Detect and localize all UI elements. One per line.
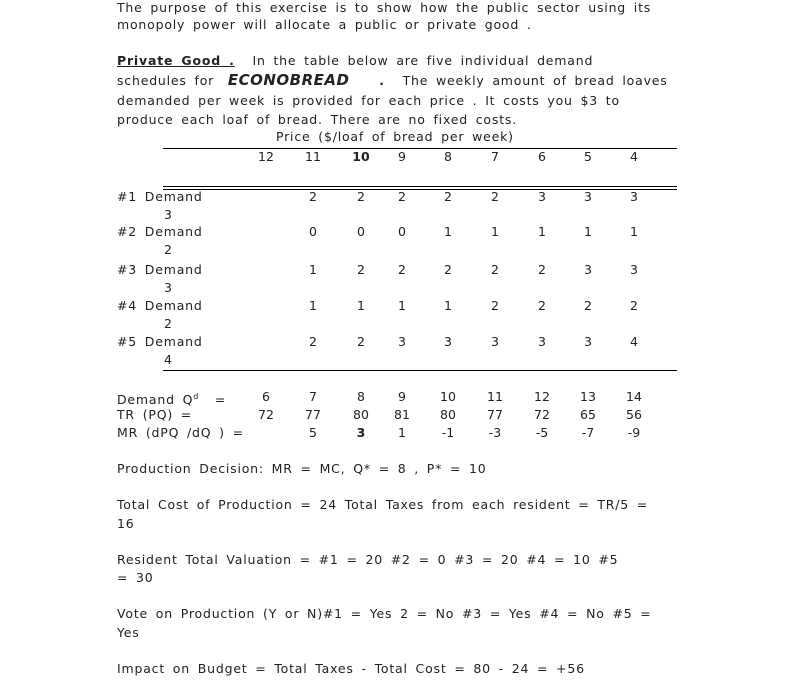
demand-total-cell: 11	[487, 389, 503, 404]
total-cost-line-2: 16	[117, 516, 135, 531]
demand-cell: 3	[491, 334, 499, 349]
demand-cell: 1	[630, 224, 638, 239]
demand-cell: 3	[584, 262, 592, 277]
tr-cell: 77	[487, 407, 503, 422]
private-good-line-1	[117, 53, 593, 68]
demand-cell: 2	[398, 262, 406, 277]
demand-cell: 2	[309, 189, 317, 204]
tr-cell: 65	[580, 407, 596, 422]
demand-cell: 0	[357, 224, 365, 239]
mr-cell: -1	[441, 425, 455, 440]
demand-cell: 2	[309, 334, 317, 349]
tr-cell: 80	[440, 407, 456, 422]
demand-row-label: #2 Demand	[117, 224, 203, 239]
price-header-cell: 7	[491, 149, 499, 164]
demand-total-cell: 6	[262, 389, 270, 404]
demand-cell: 2	[538, 262, 546, 277]
private-good-heading: Private Good .	[117, 53, 235, 68]
demand-row-label: #3 Demand	[117, 262, 203, 277]
mr-cell: -3	[488, 425, 502, 440]
price-header-cell: 8	[444, 149, 452, 164]
demand-cell: 3	[444, 334, 452, 349]
demand-cell: 2	[398, 189, 406, 204]
demand-cell: 0	[398, 224, 406, 239]
mr-label: MR (dPQ /dQ ) =	[117, 425, 244, 440]
demand-total-text: Demand Q	[117, 392, 194, 408]
demand-cell: 1	[491, 224, 499, 239]
demand-row-label: #4 Demand	[117, 298, 203, 313]
demand-cell: 3	[538, 334, 546, 349]
mr-cell: 1	[398, 425, 406, 440]
production-decision: Production Decision: MR = MC, Q* = 8 , P* = 10	[117, 461, 487, 476]
mr-cell: 3	[356, 425, 366, 440]
vote-line-2: Yes	[117, 625, 140, 640]
vote-line-1: Vote on Production (Y or N)#1 = Yes 2 = No #3 = Yes #4 = No #5 =	[117, 606, 652, 621]
table-header-rule-1	[163, 186, 677, 187]
intro-line-1: The purpose of this exercise is to show how the public sector using its	[117, 0, 652, 15]
demand-row-wrap-value: 2	[164, 316, 172, 331]
demand-cell: 3	[584, 334, 592, 349]
demand-cell: 2	[357, 334, 365, 349]
demand-row-label: #5 Demand	[117, 334, 203, 349]
table-caption: Price ($/loaf of bread per week)	[276, 129, 514, 144]
valuation-line-2: = 30	[117, 570, 154, 585]
demand-cell: 1	[584, 224, 592, 239]
demand-total-cell: 14	[626, 389, 642, 404]
tr-cell: 77	[305, 407, 321, 422]
private-good-line-3: demanded per week is provided for each price . It costs you $3 to	[117, 93, 620, 108]
demand-row-wrap-value: 3	[164, 280, 172, 295]
demand-cell: 2	[444, 262, 452, 277]
demand-cell: 1	[398, 298, 406, 313]
demand-cell: 2	[491, 298, 499, 313]
table-bottom-rule	[163, 370, 677, 371]
demand-cell: 1	[309, 298, 317, 313]
price-header-cell: 12	[258, 149, 274, 164]
price-header-cell: 5	[584, 149, 592, 164]
demand-cell: 4	[630, 334, 638, 349]
demand-cell: 2	[538, 298, 546, 313]
demand-cell: 2	[444, 189, 452, 204]
tr-cell: 81	[394, 407, 410, 422]
private-good-line-2	[117, 73, 668, 88]
valuation-line-1: Resident Total Valuation = #1 = 20 #2 = 0 #3 = 20 #4 = 10 #5	[117, 552, 619, 567]
demand-cell: 2	[584, 298, 592, 313]
demand-cell: 3	[630, 189, 638, 204]
budget-impact: Impact on Budget = Total Taxes - Total Cost = 80 - 24 = +56	[117, 661, 585, 676]
intro-line-2: monopoly power will allocate a public or private good .	[117, 17, 532, 32]
tr-cell: 72	[258, 407, 274, 422]
demand-row-label: #1 Demand	[117, 189, 203, 204]
price-header-cell: 6	[538, 149, 546, 164]
price-header-cell: 10	[352, 149, 370, 164]
demand-total-cell: 10	[440, 389, 456, 404]
tr-cell: 80	[353, 407, 369, 422]
demand-cell: 3	[584, 189, 592, 204]
demand-equals: =	[214, 392, 227, 408]
demand-cell: 1	[538, 224, 546, 239]
private-good-line-4: produce each loaf of bread. There are no fixed costs.	[117, 112, 517, 127]
demand-cell: 2	[491, 189, 499, 204]
schedules-text: schedules for	[117, 73, 215, 88]
demand-cell: 3	[538, 189, 546, 204]
price-header-cell: 11	[305, 149, 321, 164]
price-header-cell: 9	[398, 149, 406, 164]
demand-total-cell: 12	[534, 389, 550, 404]
mr-cell: -9	[627, 425, 641, 440]
tr-cell: 56	[626, 407, 642, 422]
demand-total-cell: 8	[357, 389, 365, 404]
demand-cell: 1	[444, 224, 452, 239]
econobread-brand: ECONOBREAD	[227, 71, 350, 89]
demand-cell: 2	[357, 189, 365, 204]
mr-cell: -7	[581, 425, 595, 440]
demand-row-wrap-value: 2	[164, 242, 172, 257]
mr-cell: 5	[309, 425, 317, 440]
demand-total-label	[117, 389, 226, 407]
demand-cell: 2	[357, 262, 365, 277]
demand-total-cell: 9	[398, 389, 406, 404]
demand-row-wrap-value: 4	[164, 352, 172, 367]
total-cost-line-1: Total Cost of Production = 24 Total Taxes from each resident = TR/5 =	[117, 497, 649, 512]
demand-superscript: d	[193, 392, 200, 401]
tr-label: TR (PQ) =	[117, 407, 193, 422]
demand-total-cell: 13	[580, 389, 596, 404]
demand-cell: 2	[491, 262, 499, 277]
demand-cell: 1	[357, 298, 365, 313]
demand-cell: 3	[398, 334, 406, 349]
demand-row-wrap-value: 3	[164, 207, 172, 222]
demand-cell: 3	[630, 262, 638, 277]
demand-cell: 0	[309, 224, 317, 239]
price-header-cell: 4	[630, 149, 638, 164]
mr-cell: -5	[535, 425, 549, 440]
weekly-amount-text: The weekly amount of bread loaves	[402, 73, 668, 88]
demand-total-cell: 7	[309, 389, 317, 404]
brand-period: .	[379, 73, 385, 88]
demand-cell: 1	[444, 298, 452, 313]
tr-cell: 72	[534, 407, 550, 422]
demand-cell: 1	[309, 262, 317, 277]
private-good-intro: In the table below are five individual demand	[252, 53, 594, 68]
demand-cell: 2	[630, 298, 638, 313]
